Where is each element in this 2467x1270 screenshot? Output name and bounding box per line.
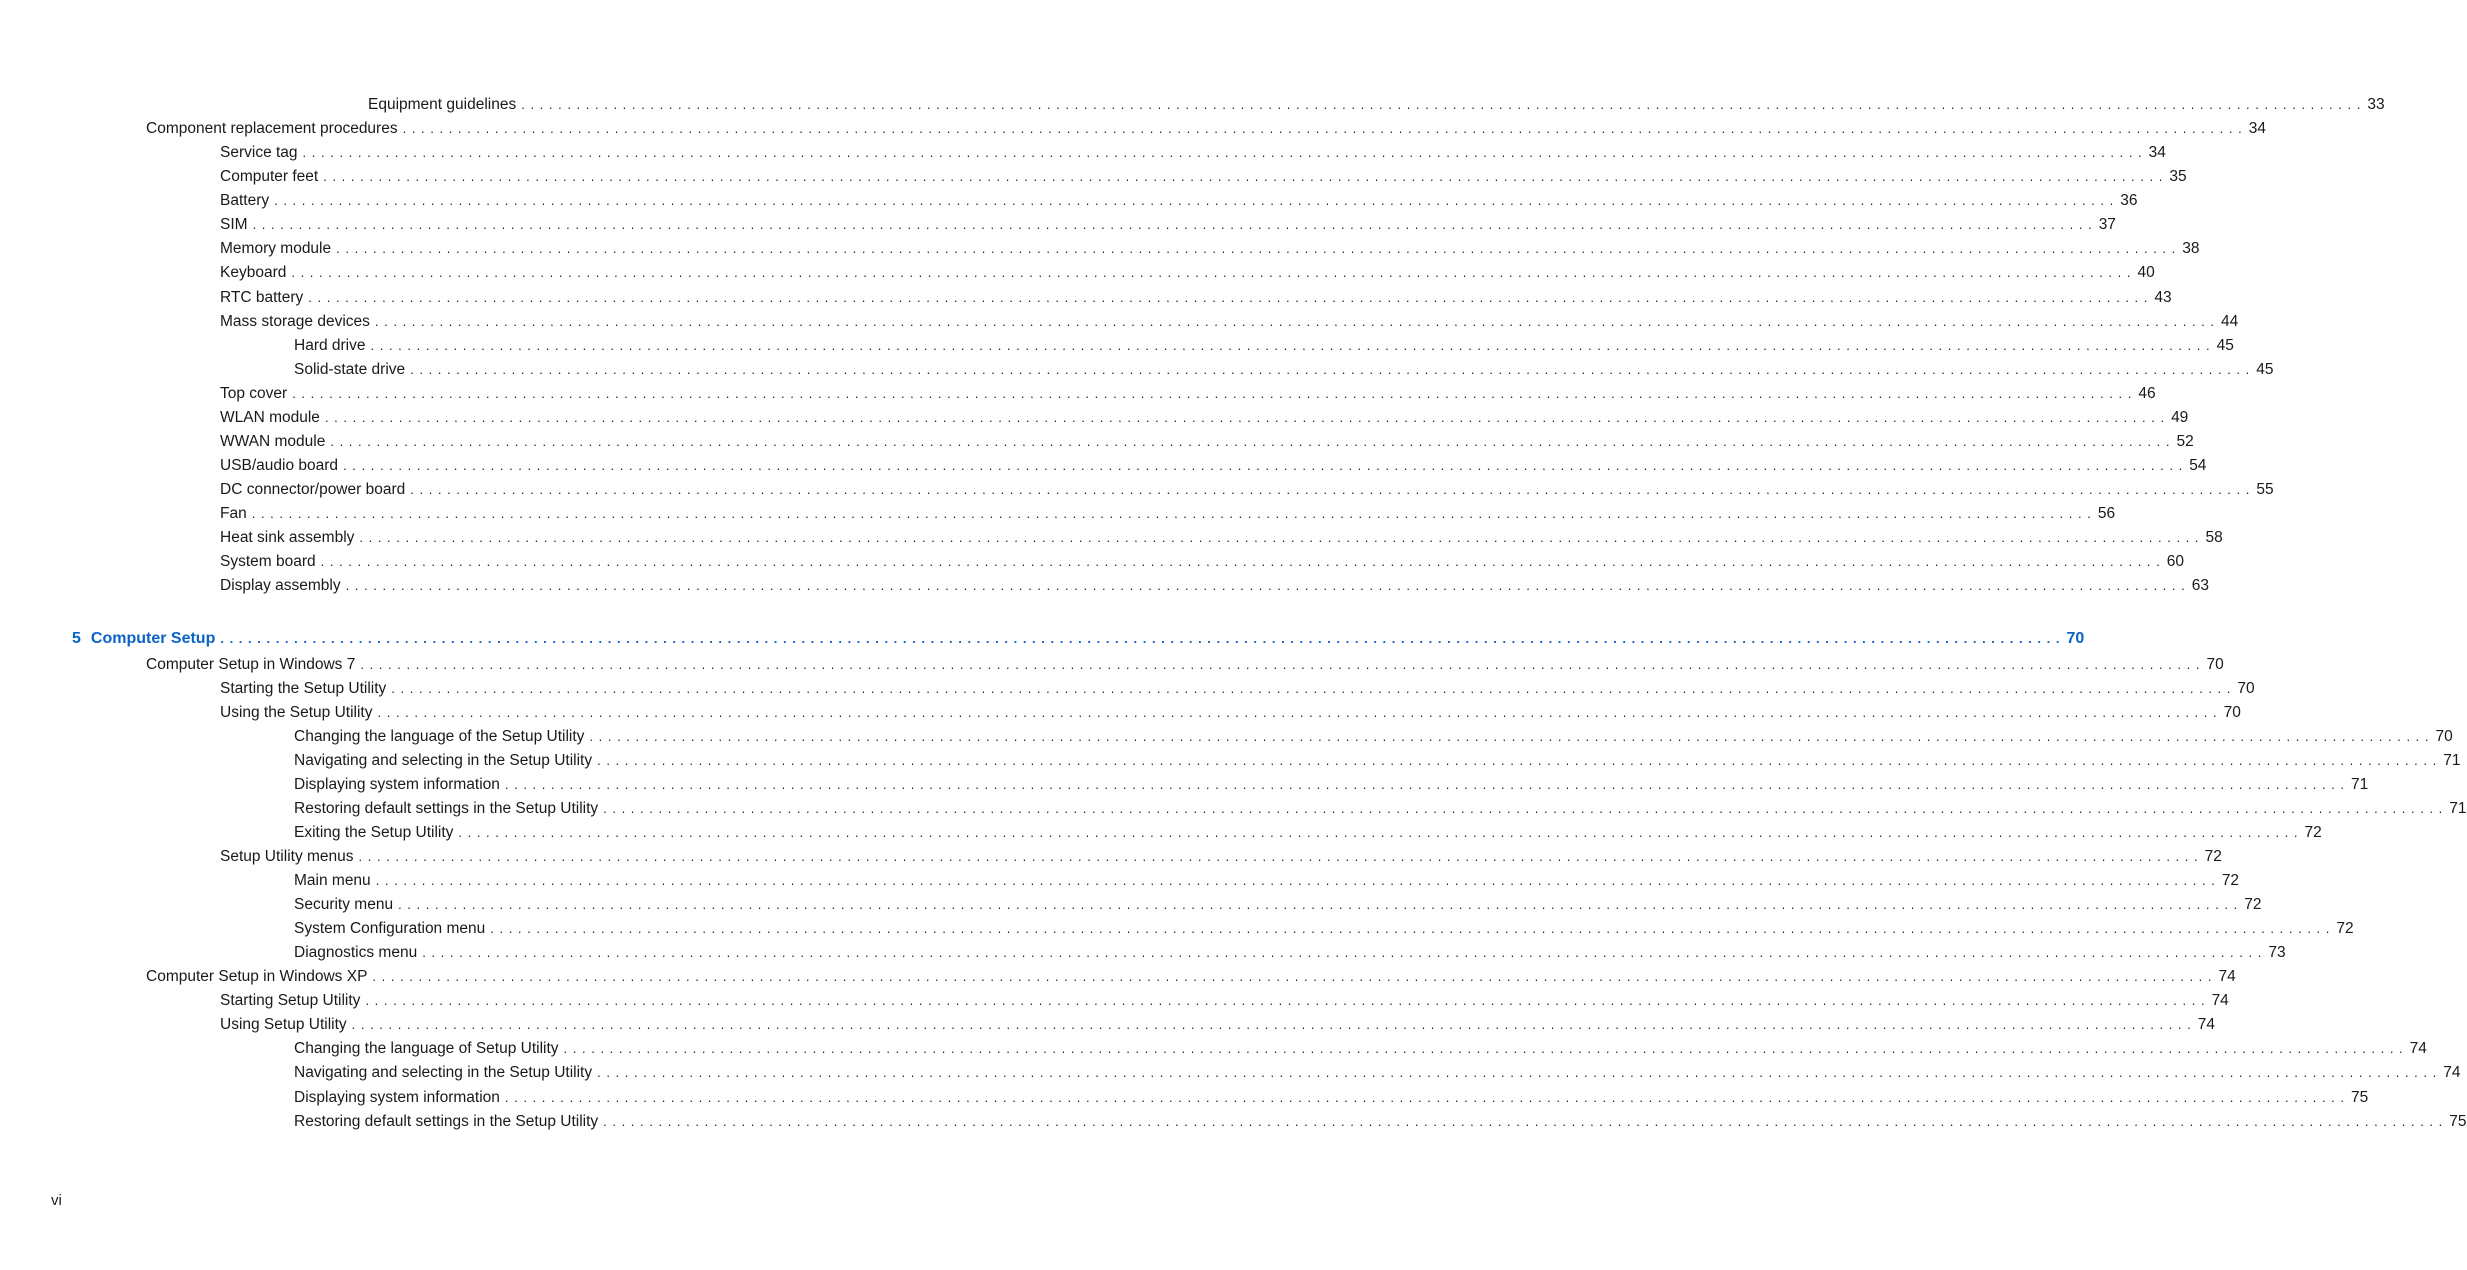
- dot-leader: . . . . . . . . . . . . . . . . . . . . . . . . . . . . . . . . . . . . . . . . . . . . . . . . . . . . . . . . . . . . . . . . . . . . . . . . . . . . . . . . . . . . . . . . . . . . . . . . . . . . . . . . . . . . . . . . . . . . . . . . . . . . . . . . . . . . . . . . . . . . . . . . . . . . . . . . . . . . . . . . . . . . . . . . . . . . . . . . . . . . . . . . . . . . . . . . . . . . . . . .: [330, 434, 2171, 449]
- toc-entry-title: DC connector/power board: [220, 481, 406, 498]
- toc-entry-title: Navigating and selecting in the Setup Utility: [294, 1064, 593, 1081]
- toc-entry[interactable]: [294, 919, 2354, 939]
- toc-entry-title: Computer Setup in Windows XP: [146, 968, 368, 985]
- dot-leader: . . . . . . . . . . . . . . . . . . . . . . . . . . . . . . . . . . . . . . . . . . . . . . . . . . . . . . . . . . . . . . . . . . . . . . . . . . . . . . . . . . . . . . . . . . . . . . . . . . . . . . . . . . . . . . . . . . . . . . . . . . . . . . . . . . . . . . . . . . . . . . . . . . . . . . . . . . . . . . . . . . . . . . . . . . . . . . . . . . . . . . . . . . . . . . . . . . . . . . . .: [336, 241, 2177, 256]
- toc-entry-title: SIM: [220, 216, 248, 233]
- toc-entry[interactable]: [294, 799, 2467, 819]
- dot-leader: . . . . . . . . . . . . . . . . . . . . . . . . . . . . . . . . . . . . . . . . . . . . . . . . . . . . . . . . . . . . . . . . . . . . . . . . . . . . . . . . . . . . . . . . . . . . . . . . . . . . . . . . . . . . . . . . . . . . . . . . . . . . . . . . . . . . . . . . . . . . . . . . . . . . . . . . . . . . . . . . . . . . . . . . . . . . . . . . . . . . . . . . . . . . . . . . . . . . . . . .: [252, 217, 2093, 232]
- toc-entry-page-number: 34: [2148, 144, 2166, 161]
- dot-leader: . . . . . . . . . . . . . . . . . . . . . . . . . . . . . . . . . . . . . . . . . . . . . . . . . . . . . . . . . . . . . . . . . . . . . . . . . . . . . . . . . . . . . . . . . . . . . . . . . . . . . . . . . . . . . . . . . . . . . . . . . . . . . . . . . . . . . . . . . . . . . . . . . . . . . . . . . . . . . . . . . . . . . . . . . . . . . . . . . . . . . . . . . . . . . . . . . . . . . . . .: [324, 410, 2166, 425]
- dot-leader: . . . . . . . . . . . . . . . . . . . . . . . . . . . . . . . . . . . . . . . . . . . . . . . . . . . . . . . . . . . . . . . . . . . . . . . . . . . . . . . . . . . . . . . . . . . . . . . . . . . . . . . . . . . . . . . . . . . . . . . . . . . . . . . . . . . . . . . . . . . . . . . . . . . . . . . . . . . . . . . . . . . . . . . . . . . . . . . . . . . . . . . . . . . . . . . . . . . . . . . .: [360, 657, 2201, 672]
- toc-entry-title: Computer Setup in Windows 7: [146, 656, 356, 673]
- dot-leader: . . . . . . . . . . . . . . . . . . . . . . . . . . . . . . . . . . . . . . . . . . . . . . . . . . . . . . . . . . . . . . . . . . . . . . . . . . . . . . . . . . . . . . . . . . . . . . . . . . . . . . . . . . . . . . . . . . . . . . . . . . . . . . . . . . . . . . . . . . . . . . . . . . . . . . . . . . . . . . . . . . . . . . . . . . . . . . . . . . . . . . . . . . . . . . . . . . . . . . . .: [320, 554, 2161, 569]
- toc-entry-title: Component replacement procedures: [146, 120, 398, 137]
- dot-leader: . . . . . . . . . . . . . . . . . . . . . . . . . . . . . . . . . . . . . . . . . . . . . . . . . . . . . . . . . . . . . . . . . . . . . . . . . . . . . . . . . . . . . . . . . . . . . . . . . . . . . . . . . . . . . . . . . . . . . . . . . . . . . . . . . . . . . . . . . . . . . . . . . . . . . . . . . . . . . . . . . . . . . . . . . . . . . . . . . . . . . . . . . . . . . . . . . . . . . . . .: [603, 801, 2444, 816]
- toc-entry-page-number: 70: [2237, 680, 2255, 697]
- toc-entry[interactable]: [220, 504, 2116, 524]
- toc-entry[interactable]: [220, 703, 2241, 723]
- dot-leader: . . . . . . . . . . . . . . . . . . . . . . . . . . . . . . . . . . . . . . . . . . . . . . . . . . . . . . . . . . . . . . . . . . . . . . . . . . . . . . . . . . . . . . . . . . . . . . . . . . . . . . . . . . . . . . . . . . . . . . . . . . . . . . . . . . . . . . . . . . . . . . . . . . . . . . . . . . . . . . . . . . . . . . . . . . . . . . . . . . . . . . . . . . . . . . . . . . . . . . . .: [251, 506, 2092, 521]
- toc-entry-page-number: 71: [2351, 776, 2369, 793]
- toc-entry-title: Heat sink assembly: [220, 529, 355, 546]
- toc-entry[interactable]: [220, 239, 2200, 259]
- toc-entry[interactable]: [220, 1015, 2216, 1035]
- toc-entry-page-number: 73: [2268, 944, 2286, 961]
- dot-leader: . . . . . . . . . . . . . . . . . . . . . . . . . . . . . . . . . . . . . . . . . . . . . . . . . . . . . . . . . . . . . . . . . . . . . . . . . . . . . . . . . . . . . . . . . . . . . . . . . . . . . . . . . . . . . . . . . . . . . . . . . . . . . . . . . . . . . . . . . . . . . . . . . . . . . . . . . . . . . . . . . . . . . . . . . . . . . . . . . . . . . . . . . . . . . . . . . . . . . . . .: [410, 362, 2251, 377]
- toc-entry-page-number: 71: [2449, 800, 2467, 817]
- dot-leader: . . . . . . . . . . . . . . . . . . . . . . . . . . . . . . . . . . . . . . . . . . . . . . . . . . . . . . . . . . . . . . . . . . . . . . . . . . . . . . . . . . . . . . . . . . . . . . . . . . . . . . . . . . . . . . . . . . . . . . . . . . . . . . . . . . . . . . . . . . . . . . . . . . . . . . . . . . . . . . . . . . . . . . . . . . . . . . . . . . . . . . . . . . . . . . . . . . . . . . . .: [358, 849, 2199, 864]
- toc-entry-page-number: 72: [2304, 824, 2322, 841]
- toc-entry-page-number: 63: [2191, 577, 2209, 594]
- toc-entry-title: Starting the Setup Utility: [220, 680, 387, 697]
- toc-entry-page-number: 70: [2066, 630, 2085, 647]
- toc-entry[interactable]: [294, 871, 2240, 891]
- dot-leader: . . . . . . . . . . . . . . . . . . . . . . . . . . . . . . . . . . . . . . . . . . . . . . . . . . . . . . . . . . . . . . . . . . . . . . . . . . . . . . . . . . . . . . . . . . . . . . . . . . . . . . . . . . . . . . . . . . . . . . . . . . . . . . . . . . . . . . . . . . . . . . . . . . . . . . . . . . . . . . . . . . . . . . . . . . . . . . . . . . . . . . . . . . . . . . . . . . . . . . . .: [603, 1114, 2444, 1129]
- toc-entry[interactable]: [294, 775, 2369, 795]
- toc-entry[interactable]: [220, 679, 2255, 699]
- toc-entry[interactable]: [220, 312, 2239, 332]
- toc-entry-title: Battery: [220, 192, 270, 209]
- page-number: vi: [51, 1192, 62, 1209]
- dot-leader: . . . . . . . . . . . . . . . . . . . . . . . . . . . . . . . . . . . . . . . . . . . . . . . . . . . . . . . . . . . . . . . . . . . . . . . . . . . . . . . . . . . . . . . . . . . . . . . . . . . . . . . . . . . . . . . . . . . . . . . . . . . . . . . . . . . . . . . . . . . . . . . . . . . . . . . . . . . . . . . . . . . . . . . . . . . . . . . . . . . . . . . . . . . . . . . . . . . . . . . .: [323, 169, 2164, 184]
- dot-leader: . . . . . . . . . . . . . . . . . . . . . . . . . . . . . . . . . . . . . . . . . . . . . . . . . . . . . . . . . . . . . . . . . . . . . . . . . . . . . . . . . . . . . . . . . . . . . . . . . . . . . . . . . . . . . . . . . . . . . . . . . . . . . . . . . . . . . . . . . . . . . . . . . . . . . . . . . . . . . . . . . . . . . . . . . . . . . . . . . . . . . . . . . . . . . . . . . . . . . . . .: [410, 482, 2251, 497]
- toc-entry-page-number: 71: [2443, 752, 2461, 769]
- toc-entry-title: Top cover: [220, 385, 288, 402]
- toc-entry[interactable]: [220, 143, 2166, 163]
- toc-entry-page-number: 43: [2154, 289, 2172, 306]
- toc-entry-title: Using Setup Utility: [220, 1016, 347, 1033]
- dot-leader: . . . . . . . . . . . . . . . . . . . . . . . . . . . . . . . . . . . . . . . . . . . . . . . . . . . . . . . . . . . . . . . . . . . . . . . . . . . . . . . . . . . . . . . . . . . . . . . . . . . . . . . . . . . . . . . . . . . . . . . . . . . . . . . . . . . . . . . . . . . . . . . . . . . . . . . . . . . . . . . . . . . . . . . . . . . . . . . . . . . . . . . . . . . . . . . . . . . . . . . .: [374, 314, 2216, 329]
- dot-leader: . . . . . . . . . . . . . . . . . . . . . . . . . . . . . . . . . . . . . . . . . . . . . . . . . . . . . . . . . . . . . . . . . . . . . . . . . . . . . . . . . . . . . . . . . . . . . . . . . . . . . . . . . . . . . . . . . . . . . . . . . . . . . . . . . . . . . . . . . . . . . . . . . . . . . . . . . . . . . . . . . . . . . . . . . . . . . . . . . . . . . . . . . . . . . . . . . . . . . . . .: [490, 921, 2331, 936]
- toc-entry-title: Navigating and selecting in the Setup Utility: [294, 752, 593, 769]
- dot-leader: . . . . . . . . . . . . . . . . . . . . . . . . . . . . . . . . . . . . . . . . . . . . . . . . . . . . . . . . . . . . . . . . . . . . . . . . . . . . . . . . . . . . . . . . . . . . . . . . . . . . . . . . . . . . . . . . . . . . . . . . . . . . . . . . . . . . . . . . . . . . . . . . . . . . . . . . . . . . . . . . . . . . . . . . . . . . . . . . . . . . . . . . . . . . . . . . . . . . . . . .: [402, 121, 2243, 136]
- dot-leader: . . . . . . . . . . . . . . . . . . . . . . . . . . . . . . . . . . . . . . . . . . . . . . . . . . . . . . . . . . . . . . . . . . . . . . . . . . . . . . . . . . . . . . . . . . . . . . . . . . . . . . . . . . . . . . . . . . . . . . . . . . . . . . . . . . . . . . . . . . . . . . . . . . . . . . . . . . . . . . . . . . . . . . . . . . . . . . . . . . . . . . . . . . . . . . . . . . . . . . . .: [597, 753, 2438, 768]
- toc-entry-title: System board: [220, 553, 316, 570]
- toc-entry[interactable]: [294, 336, 2234, 356]
- toc-entry-page-number: 72: [2204, 848, 2222, 865]
- toc-entry-title: Memory module: [220, 240, 332, 257]
- toc-entry-page-number: 56: [2097, 505, 2116, 522]
- toc-entry[interactable]: [294, 943, 2286, 963]
- toc-entry-page-number: 40: [2137, 264, 2155, 281]
- toc-entry-page-number: 35: [2169, 168, 2187, 185]
- toc-entry-page-number: 60: [2166, 553, 2185, 570]
- toc-entry-title: Computer Setup: [90, 630, 216, 647]
- toc-entry[interactable]: [294, 360, 2274, 380]
- dot-leader: . . . . . . . . . . . . . . . . . . . . . . . . . . . . . . . . . . . . . . . . . . . . . . . . . . . . . . . . . . . . . . . . . . . . . . . . . . . . . . . . . . . . . . . . . . . . . . . . . . . . . . . . . . . . . . . . . . . . . . . . . . . . . . . . . . . . . . . . . . . . . . . . . . . . . . . . . . . . . . . . . . . . . . . . . . . . . . . . . . . . . . . . . . . . . . . . . . . . . . . .: [375, 873, 2216, 888]
- toc-entry[interactable]: [220, 263, 2155, 283]
- toc-entry-page-number: 37: [2098, 216, 2116, 233]
- toc-entry-title: Display assembly: [220, 577, 341, 594]
- toc-entry[interactable]: [368, 95, 2385, 115]
- toc-entry-page-number: 72: [2336, 920, 2354, 937]
- dot-leader: . . . . . . . . . . . . . . . . . . . . . . . . . . . . . . . . . . . . . . . . . . . . . . . . . . . . . . . . . . . . . . . . . . . . . . . . . . . . . . . . . . . . . . . . . . . . . . . . . . . . . . . . . . . . . . . . . . . . . . . . . . . . . . . . . . . . . . . . . . . . . . . . . . . . . . . . . . . . . . . . . . . . . . . . . . . . . . . . . . . . . . . . . . . . . . . . . . . . . . . .: [422, 945, 2263, 960]
- toc-entry-title: Diagnostics menu: [294, 944, 418, 961]
- toc-entry[interactable]: [294, 1039, 2427, 1059]
- dot-leader: . . . . . . . . . . . . . . . . . . . . . . . . . . . . . . . . . . . . . . . . . . . . . . . . . . . . . . . . . . . . . . . . . . . . . . . . . . . . . . . . . . . . . . . . . . . . . . . . . . . . . . . . . . . . . . . . . . . . . . . . . . . . . . . . . . . . . . . . . . . . . . . . . . . . . . . . . . . . . . . . . . . . . . . . . . . . . . . . . . . . . . . . . . . . . . . . . . . . . . . .: [292, 386, 2133, 401]
- toc-entry[interactable]: [220, 167, 2187, 187]
- toc-entry-title: Solid-state drive: [294, 361, 406, 378]
- dot-leader: . . . . . . . . . . . . . . . . . . . . . . . . . . . . . . . . . . . . . . . . . . . . . . . . . . . . . . . . . . . . . . . . . . . . . . . . . . . . . . . . . . . . . . . . . . . . . . . . . . . . . . . . . . . . . . . . . . . . . . . . . . . . . . . . . . . . . . . . . . . . . . . . . . . . . . . . . . . . . . . . . . . . . . . . . . . . . . . . . . . . . . . . . . . . . . . . . . . . . . . .: [504, 777, 2346, 792]
- dot-leader: . . . . . . . . . . . . . . . . . . . . . . . . . . . . . . . . . . . . . . . . . . . . . . . . . . . . . . . . . . . . . . . . . . . . . . . . . . . . . . . . . . . . . . . . . . . . . . . . . . . . . . . . . . . . . . . . . . . . . . . . . . . . . . . . . . . . . . . . . . . . . . . . . . . . . . . . . . . . . . . . . . . . . . . . . . . . . . . . . . . . . . . . . . . . . . . . . . . . . . . .: [343, 458, 2184, 473]
- toc-entry-page-number: 75: [2351, 1089, 2369, 1106]
- dot-leader: . . . . . . . . . . . . . . . . . . . . . . . . . . . . . . . . . . . . . . . . . . . . . . . . . . . . . . . . . . . . . . . . . . . . . . . . . . . . . . . . . . . . . . . . . . . . . . . . . . . . . . . . . . . . . . . . . . . . . . . . . . . . . . . . . . . . . . . . . . . . . . . . . . . . . . . . . . . . . . . . . . . . . . . . . . . . . . . . . . . . . . . . . . . . . . . . . . . . . . . .: [365, 993, 2206, 1008]
- toc-entry-page-number: 70: [2435, 728, 2453, 745]
- toc-entry[interactable]: [220, 408, 2189, 428]
- dot-leader: . . . . . . . . . . . . . . . . . . . . . . . . . . . . . . . . . . . . . . . . . . . . . . . . . . . . . . . . . . . . . . . . . . . . . . . . . . . . . . . . . . . . . . . . . . . . . . . . . . . . . . . . . . . . . . . . . . . . . . . . . . . . . . . . . . . . . . . . . . . . . . . . . . . . . . . . . . . . . . . . . . . . . . . . . . . . . . . . . . . . . . . . . . . . . . . . . . . . . . . .: [308, 290, 2149, 305]
- toc-entry-page-number: 72: [2221, 872, 2240, 889]
- dot-leader: . . . . . . . . . . . . . . . . . . . . . . . . . . . . . . . . . . . . . . . . . . . . . . . . . . . . . . . . . . . . . . . . . . . . . . . . . . . . . . . . . . . . . . . . . . . . . . . . . . . . . . . . . . . . . . . . . . . . . . . . . . . . . . . . . . . . . . . . . . . . . . . . . . . . . . . . . . . . . . . . . . . . . . . . . . . . . . . . . . . . . . . . . . . . . . . . . . . . . . . .: [345, 578, 2186, 593]
- toc-entry[interactable]: [220, 215, 2116, 235]
- toc-entry-title: RTC battery: [220, 289, 304, 306]
- toc-entry[interactable]: [220, 847, 2222, 867]
- toc-entry-title: Changing the language of Setup Utility: [294, 1040, 559, 1057]
- toc-entry-page-number: 74: [2211, 992, 2229, 1009]
- toc-entry-title: Changing the language of the Setup Utility: [294, 728, 585, 745]
- toc-entry-page-number: 72: [2244, 896, 2262, 913]
- toc-entry-page-number: 70: [2206, 656, 2224, 673]
- dot-leader: . . . . . . . . . . . . . . . . . . . . . . . . . . . . . . . . . . . . . . . . . . . . . . . . . . . . . . . . . . . . . . . . . . . . . . . . . . . . . . . . . . . . . . . . . . . . . . . . . . . . . . . . . . . . . . . . . . . . . . . . . . . . . . . . . . . . . . . . . . . . . . . . . . . . . . . . . . . . . . . . . . . . . . . . . . . . . . . . . . . . . . . . . . . . . . . . . . . . . . . .: [504, 1090, 2346, 1105]
- toc-entry[interactable]: [146, 119, 2266, 139]
- toc-entry-title: Keyboard: [220, 264, 287, 281]
- toc-entry-title: Computer feet: [220, 168, 319, 185]
- dot-leader: . . . . . . . . . . . . . . . . . . . . . . . . . . . . . . . . . . . . . . . . . . . . . . . . . . . . . . . . . . . . . . . . . . . . . . . . . . . . . . . . . . . . . . . . . . . . . . . . . . . . . . . . . . . . . . . . . . . . . . . . . . . . . . . . . . . . . . . . . . . . . . . . . . . . . . . . . . . . . . . . . . . . . . . . . . . . . . . . . . . . . . . . . . . . . . . . . . . . . . . .: [398, 897, 2239, 912]
- toc-entry[interactable]: [220, 576, 2209, 596]
- toc-entry-page-number: 74: [2443, 1064, 2461, 1081]
- toc-entry-title: WWAN module: [220, 433, 326, 450]
- toc-entry[interactable]: [220, 552, 2185, 572]
- toc-entry-title: System Configuration menu: [294, 920, 486, 937]
- dot-leader: . . . . . . . . . . . . . . . . . . . . . . . . . . . . . . . . . . . . . . . . . . . . . . . . . . . . . . . . . . . . . . . . . . . . . . . . . . . . . . . . . . . . . . . . . . . . . . . . . . . . . . . . . . . . . . . . . . . . . . . . . . . . . . . . . . . . . . . . . . . . . . . . . . . . . . . . . . . . . . . . . . . . . . . . . . . . . . . . . . . . . . . . . . . . . . . . . . . . . . . .: [359, 530, 2200, 545]
- toc-entry-page-number: 70: [2223, 704, 2241, 721]
- dot-leader: . . . . . . . . . . . . . . . . . . . . . . . . . . . . . . . . . . . . . . . . . . . . . . . . . . . . . . . . . . . . . . . . . . . . . . . . . . . . . . . . . . . . . . . . . . . . . . . . . . . . . . . . . . . . . . . . . . . . . . . . . . . . . . . . . . . . . . . . . . . . . . . . . . . . . . . . . . . . . . . . . . . . . . . . . . . . . . . . . . . . . . . . . . . . . . . . . . . . . . . .: [220, 631, 2061, 646]
- dot-leader: . . . . . . . . . . . . . . . . . . . . . . . . . . . . . . . . . . . . . . . . . . . . . . . . . . . . . . . . . . . . . . . . . . . . . . . . . . . . . . . . . . . . . . . . . . . . . . . . . . . . . . . . . . . . . . . . . . . . . . . . . . . . . . . . . . . . . . . . . . . . . . . . . . . . . . . . . . . . . . . . . . . . . . . . . . . . . . . . . . . . . . . . . . . . . . . . . . . . . . . .: [372, 969, 2213, 984]
- toc-entry-page-number: 74: [2197, 1016, 2216, 1033]
- toc-entry[interactable]: [220, 480, 2274, 500]
- toc-entry-title: Restoring default settings in the Setup Utility: [294, 1113, 599, 1130]
- toc-entry-page-number: 45: [2256, 361, 2274, 378]
- toc-entry-page-number: 74: [2218, 968, 2236, 985]
- toc-chapter-entry[interactable]: [72, 629, 2085, 649]
- dot-leader: . . . . . . . . . . . . . . . . . . . . . . . . . . . . . . . . . . . . . . . . . . . . . . . . . . . . . . . . . . . . . . . . . . . . . . . . . . . . . . . . . . . . . . . . . . . . . . . . . . . . . . . . . . . . . . . . . . . . . . . . . . . . . . . . . . . . . . . . . . . . . . . . . . . . . . . . . . . . . . . . . . . . . . . . . . . . . . . . . . . . . . . . . . . . . . . . . . . . . . . .: [521, 97, 2362, 112]
- toc-entry-title: Displaying system information: [294, 1089, 500, 1106]
- toc-entry-page-number: 58: [2205, 529, 2223, 546]
- toc-entry[interactable]: [294, 1088, 2369, 1108]
- toc-entry-title: WLAN module: [220, 409, 320, 426]
- toc-entry-title: Displaying system information: [294, 776, 500, 793]
- toc-entry-title: Equipment guidelines: [368, 96, 517, 113]
- toc-entry-title: Service tag: [220, 144, 298, 161]
- toc-entry-page-number: 74: [2409, 1040, 2427, 1057]
- toc-entry[interactable]: [294, 751, 2461, 771]
- dot-leader: . . . . . . . . . . . . . . . . . . . . . . . . . . . . . . . . . . . . . . . . . . . . . . . . . . . . . . . . . . . . . . . . . . . . . . . . . . . . . . . . . . . . . . . . . . . . . . . . . . . . . . . . . . . . . . . . . . . . . . . . . . . . . . . . . . . . . . . . . . . . . . . . . . . . . . . . . . . . . . . . . . . . . . . . . . . . . . . . . . . . . . . . . . . . . . . . . . . . . . . .: [291, 265, 2132, 280]
- toc-entry[interactable]: [294, 895, 2262, 915]
- toc-entry-title: Exiting the Setup Utility: [294, 824, 454, 841]
- chapter-number: 5: [72, 630, 81, 647]
- toc-entry-page-number: 49: [2171, 409, 2189, 426]
- toc-entry-title: Setup Utility menus: [220, 848, 354, 865]
- toc-entry-page-number: 55: [2256, 481, 2274, 498]
- toc-entry-title: Fan: [220, 505, 247, 522]
- dot-leader: . . . . . . . . . . . . . . . . . . . . . . . . . . . . . . . . . . . . . . . . . . . . . . . . . . . . . . . . . . . . . . . . . . . . . . . . . . . . . . . . . . . . . . . . . . . . . . . . . . . . . . . . . . . . . . . . . . . . . . . . . . . . . . . . . . . . . . . . . . . . . . . . . . . . . . . . . . . . . . . . . . . . . . . . . . . . . . . . . . . . . . . . . . . . . . . . . . . . . . . .: [274, 193, 2115, 208]
- toc-entry-page-number: 34: [2248, 120, 2266, 137]
- toc-entry[interactable]: [294, 727, 2453, 747]
- toc-entry-title: Using the Setup Utility: [220, 704, 373, 721]
- dot-leader: . . . . . . . . . . . . . . . . . . . . . . . . . . . . . . . . . . . . . . . . . . . . . . . . . . . . . . . . . . . . . . . . . . . . . . . . . . . . . . . . . . . . . . . . . . . . . . . . . . . . . . . . . . . . . . . . . . . . . . . . . . . . . . . . . . . . . . . . . . . . . . . . . . . . . . . . . . . . . . . . . . . . . . . . . . . . . . . . . . . . . . . . . . . . . . . . . . . . . . . .: [563, 1041, 2404, 1056]
- toc-entry[interactable]: [294, 823, 2322, 843]
- toc-entry-page-number: 52: [2176, 433, 2194, 450]
- toc-entry-page-number: 36: [2120, 192, 2138, 209]
- toc-entry-title: Restoring default settings in the Setup Utility: [294, 800, 599, 817]
- dot-leader: . . . . . . . . . . . . . . . . . . . . . . . . . . . . . . . . . . . . . . . . . . . . . . . . . . . . . . . . . . . . . . . . . . . . . . . . . . . . . . . . . . . . . . . . . . . . . . . . . . . . . . . . . . . . . . . . . . . . . . . . . . . . . . . . . . . . . . . . . . . . . . . . . . . . . . . . . . . . . . . . . . . . . . . . . . . . . . . . . . . . . . . . . . . . . . . . . . . . . . . .: [302, 145, 2143, 160]
- dot-leader: . . . . . . . . . . . . . . . . . . . . . . . . . . . . . . . . . . . . . . . . . . . . . . . . . . . . . . . . . . . . . . . . . . . . . . . . . . . . . . . . . . . . . . . . . . . . . . . . . . . . . . . . . . . . . . . . . . . . . . . . . . . . . . . . . . . . . . . . . . . . . . . . . . . . . . . . . . . . . . . . . . . . . . . . . . . . . . . . . . . . . . . . . . . . . . . . . . . . . . . .: [377, 705, 2218, 720]
- toc-entry[interactable]: [146, 655, 2224, 675]
- toc-entry-title: Starting Setup Utility: [220, 992, 361, 1009]
- toc-entry-title: Main menu: [294, 872, 371, 889]
- toc-entry-page-number: 44: [2221, 313, 2239, 330]
- toc-entry[interactable]: [294, 1063, 2461, 1083]
- dot-leader: . . . . . . . . . . . . . . . . . . . . . . . . . . . . . . . . . . . . . . . . . . . . . . . . . . . . . . . . . . . . . . . . . . . . . . . . . . . . . . . . . . . . . . . . . . . . . . . . . . . . . . . . . . . . . . . . . . . . . . . . . . . . . . . . . . . . . . . . . . . . . . . . . . . . . . . . . . . . . . . . . . . . . . . . . . . . . . . . . . . . . . . . . . . . . . . . . . . . . . . .: [351, 1017, 2192, 1032]
- dot-leader: . . . . . . . . . . . . . . . . . . . . . . . . . . . . . . . . . . . . . . . . . . . . . . . . . . . . . . . . . . . . . . . . . . . . . . . . . . . . . . . . . . . . . . . . . . . . . . . . . . . . . . . . . . . . . . . . . . . . . . . . . . . . . . . . . . . . . . . . . . . . . . . . . . . . . . . . . . . . . . . . . . . . . . . . . . . . . . . . . . . . . . . . . . . . . . . . . . . . . . . .: [370, 338, 2211, 353]
- toc-entry[interactable]: [220, 991, 2229, 1011]
- toc-entry-page-number: 33: [2367, 96, 2385, 113]
- toc-entry[interactable]: [220, 191, 2138, 211]
- toc-entry-page-number: 38: [2182, 240, 2200, 257]
- toc-entry-page-number: 45: [2216, 337, 2234, 354]
- toc-entry-title: Mass storage devices: [220, 313, 370, 330]
- toc-entry-title: Hard drive: [294, 337, 366, 354]
- toc-entry-page-number: 54: [2189, 457, 2207, 474]
- toc-entry[interactable]: [220, 528, 2223, 548]
- dot-leader: . . . . . . . . . . . . . . . . . . . . . . . . . . . . . . . . . . . . . . . . . . . . . . . . . . . . . . . . . . . . . . . . . . . . . . . . . . . . . . . . . . . . . . . . . . . . . . . . . . . . . . . . . . . . . . . . . . . . . . . . . . . . . . . . . . . . . . . . . . . . . . . . . . . . . . . . . . . . . . . . . . . . . . . . . . . . . . . . . . . . . . . . . . . . . . . . . . . . . . . .: [391, 681, 2232, 696]
- dot-leader: . . . . . . . . . . . . . . . . . . . . . . . . . . . . . . . . . . . . . . . . . . . . . . . . . . . . . . . . . . . . . . . . . . . . . . . . . . . . . . . . . . . . . . . . . . . . . . . . . . . . . . . . . . . . . . . . . . . . . . . . . . . . . . . . . . . . . . . . . . . . . . . . . . . . . . . . . . . . . . . . . . . . . . . . . . . . . . . . . . . . . . . . . . . . . . . . . . . . . . . .: [597, 1065, 2438, 1080]
- dot-leader: . . . . . . . . . . . . . . . . . . . . . . . . . . . . . . . . . . . . . . . . . . . . . . . . . . . . . . . . . . . . . . . . . . . . . . . . . . . . . . . . . . . . . . . . . . . . . . . . . . . . . . . . . . . . . . . . . . . . . . . . . . . . . . . . . . . . . . . . . . . . . . . . . . . . . . . . . . . . . . . . . . . . . . . . . . . . . . . . . . . . . . . . . . . . . . . . . . . . . . . .: [589, 729, 2430, 744]
- dot-leader: . . . . . . . . . . . . . . . . . . . . . . . . . . . . . . . . . . . . . . . . . . . . . . . . . . . . . . . . . . . . . . . . . . . . . . . . . . . . . . . . . . . . . . . . . . . . . . . . . . . . . . . . . . . . . . . . . . . . . . . . . . . . . . . . . . . . . . . . . . . . . . . . . . . . . . . . . . . . . . . . . . . . . . . . . . . . . . . . . . . . . . . . . . . . . . . . . . . . . . . .: [458, 825, 2299, 840]
- toc-entry-page-number: 75: [2449, 1113, 2467, 1130]
- toc-entry[interactable]: [220, 384, 2156, 404]
- toc-entry-title: Security menu: [294, 896, 394, 913]
- toc-entry[interactable]: [220, 456, 2207, 476]
- toc-entry-page-number: 46: [2138, 385, 2156, 402]
- toc-entry[interactable]: [146, 967, 2236, 987]
- toc-entry-title: USB/audio board: [220, 457, 339, 474]
- toc-entry[interactable]: [220, 288, 2172, 308]
- toc-entry[interactable]: [294, 1112, 2467, 1132]
- toc-entry[interactable]: [220, 432, 2194, 452]
